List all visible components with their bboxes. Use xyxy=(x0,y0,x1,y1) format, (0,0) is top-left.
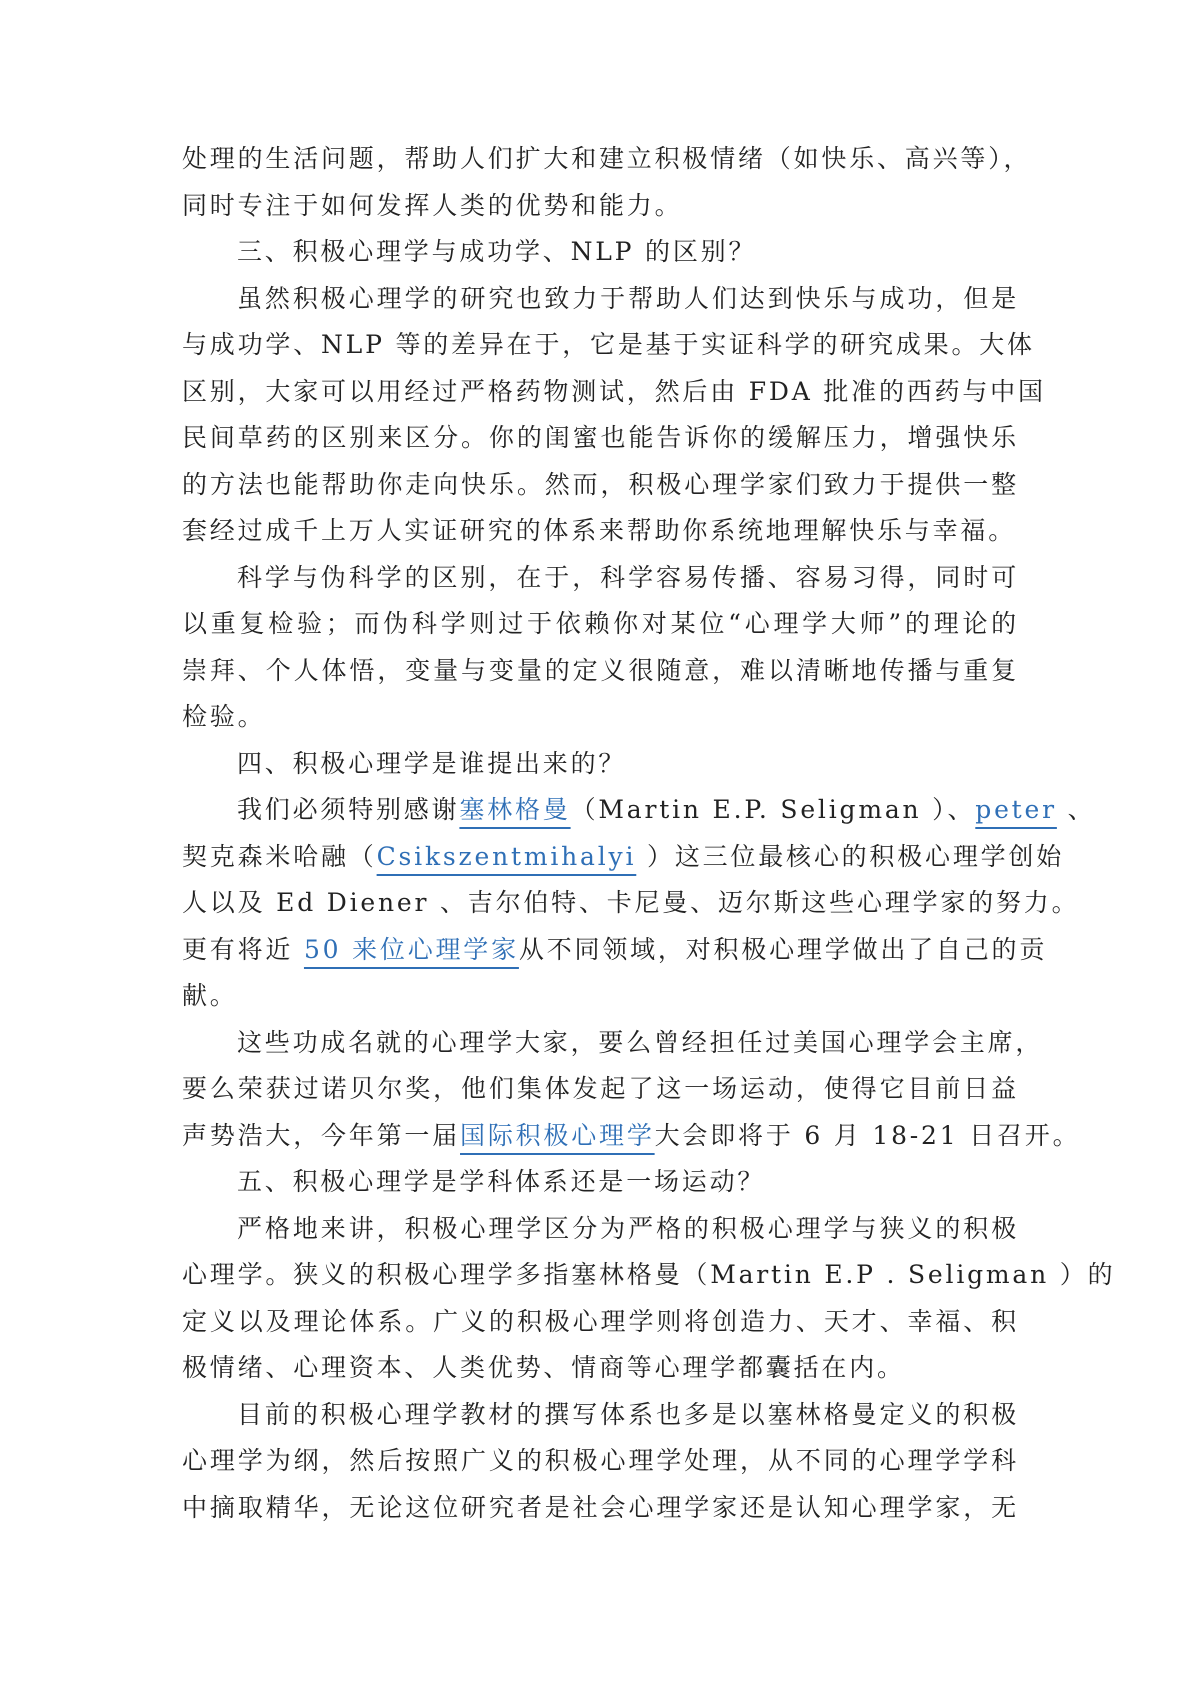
text-segment: 定义以及理论体系。广义的积极心理学则将创造力、天才、幸福、积 xyxy=(182,1306,1019,1336)
hyperlink[interactable]: 国际积极心理学 xyxy=(460,1120,655,1150)
text-line xyxy=(182,694,1019,741)
text-line xyxy=(182,1485,1019,1532)
text-line xyxy=(182,927,1048,974)
text-segment: 以重复检验；而伪科学则过于依赖你对某位“心理学大师”的理论的 xyxy=(182,609,1019,638)
text-segment: 从不同领域，对积极心理学做出了自己的贡 xyxy=(518,934,1048,964)
text-segment: 四、积极心理学是谁提出来的？ xyxy=(237,748,627,778)
text-segment: 与成功学、NLP 等的差异在于，它是基于实证科学的研究成果。大体 xyxy=(182,330,1035,359)
hyperlink[interactable]: 塞林格曼 xyxy=(459,795,571,824)
text-segment: 崇拜、个人体悟，变量与变量的定义很随意，难以清晰地传播与重复 xyxy=(182,655,1019,685)
text-line xyxy=(182,276,1019,323)
text-line xyxy=(182,1252,1116,1299)
text-segment: 套经过成千上万人实证研究的体系来帮助你系统地理解快乐与幸福。 xyxy=(182,516,1017,545)
text-segment: ）这三位最核心的积极心理学创始 xyxy=(636,841,1065,871)
text-segment: 心理学。狭义的积极心理学多指塞林格曼（Martin E.P . Seligman ）的 xyxy=(182,1260,1116,1289)
text-line xyxy=(182,508,1019,555)
text-segment: 民间草药的区别来区分。你的闺蜜也能告诉你的缓解压力，增强快乐 xyxy=(182,423,1019,452)
text-line xyxy=(182,1159,1019,1206)
text-segment: 检验。 xyxy=(182,702,266,731)
text-line xyxy=(182,229,1019,276)
text-line xyxy=(182,880,1080,927)
text-segment: 科学与伪科学的区别，在于，科学容易传播、容易习得，同时可 xyxy=(237,562,1019,592)
text-line xyxy=(182,601,1019,648)
hyperlink[interactable]: 50 来位心理学家 xyxy=(303,934,519,964)
text-segment: 更有将近 xyxy=(182,934,304,964)
text-line xyxy=(182,834,1065,881)
text-line xyxy=(182,1438,1019,1485)
text-line xyxy=(182,741,1019,788)
text-segment: 契克森米哈融（ xyxy=(182,841,377,871)
text-line xyxy=(182,1206,1019,1253)
text-line xyxy=(182,555,1019,602)
text-segment: 大会即将于 6 月 18-21 日召开。 xyxy=(654,1120,1081,1150)
text-segment: 中摘取精华，无论这位研究者是社会心理学家还是认知心理学家，无 xyxy=(182,1492,1019,1522)
text-line xyxy=(182,1392,1019,1439)
text-line xyxy=(182,369,1046,416)
text-segment: 这些功成名就的心理学大家，要么曾经担任过美国心理学会主席， xyxy=(237,1027,1044,1057)
text-segment: 目前的积极心理学教材的撰写体系也多是以塞林格曼定义的积极 xyxy=(237,1399,1019,1429)
text-segment: 虽然积极心理学的研究也致力于帮助人们达到快乐与成功，但是 xyxy=(237,283,1019,313)
text-segment: 我们必须特别感谢 xyxy=(237,795,460,824)
text-segment: 心理学为纲，然后按照广义的积极心理学处理，从不同的心理学学科 xyxy=(182,1446,1019,1475)
text-segment: 三、积极心理学与成功学、NLP 的区别？ xyxy=(237,237,757,266)
text-segment: 声势浩大，今年第一届 xyxy=(182,1120,461,1150)
hyperlink[interactable]: peter xyxy=(975,795,1057,824)
text-line xyxy=(182,648,1019,695)
text-segment: 严格地来讲，积极心理学区分为严格的积极心理学与狭义的积极 xyxy=(237,1213,1019,1243)
text-line xyxy=(182,322,1035,369)
text-segment: 、 xyxy=(1056,795,1096,824)
text-line xyxy=(182,1066,1019,1113)
text-line xyxy=(182,973,1019,1020)
text-segment: 极情绪、心理资本、人类优势、情商等心理学都囊括在内。 xyxy=(182,1353,905,1382)
text-segment: 要么荣获过诺贝尔奖，他们集体发起了这一场运动，使得它目前日益 xyxy=(182,1074,1019,1103)
text-line xyxy=(182,787,1096,834)
text-segment: 的方法也能帮助你走向快乐。然而，积极心理学家们致力于提供一整 xyxy=(182,469,1019,499)
text-segment: 献。 xyxy=(182,981,238,1010)
text-line xyxy=(182,183,1019,230)
text-segment: 处理的生活问题，帮助人们扩大和建立积极情绪（如快乐、高兴等）， xyxy=(182,144,1032,173)
text-segment: 同时专注于如何发挥人类的优势和能力。 xyxy=(182,190,683,220)
text-line xyxy=(182,1020,1044,1067)
text-line xyxy=(182,415,1019,462)
text-segment: （Martin E.P. Seligman ）、 xyxy=(570,795,976,824)
text-segment: 区别，大家可以用经过严格药物测试，然后由 FDA 批准的西药与中国 xyxy=(182,376,1046,406)
hyperlink[interactable]: Csikszentmihalyi xyxy=(376,841,637,871)
text-line xyxy=(182,462,1019,509)
text-line xyxy=(182,1345,1019,1392)
text-line xyxy=(182,136,1032,183)
text-line xyxy=(182,1299,1019,1346)
text-line xyxy=(182,1113,1081,1160)
text-segment: 五、积极心理学是学科体系还是一场运动？ xyxy=(237,1167,766,1196)
text-segment: 人以及 Ed Diener 、吉尔伯特、卡尼曼、迈尔斯这些心理学家的努力。 xyxy=(182,888,1080,917)
